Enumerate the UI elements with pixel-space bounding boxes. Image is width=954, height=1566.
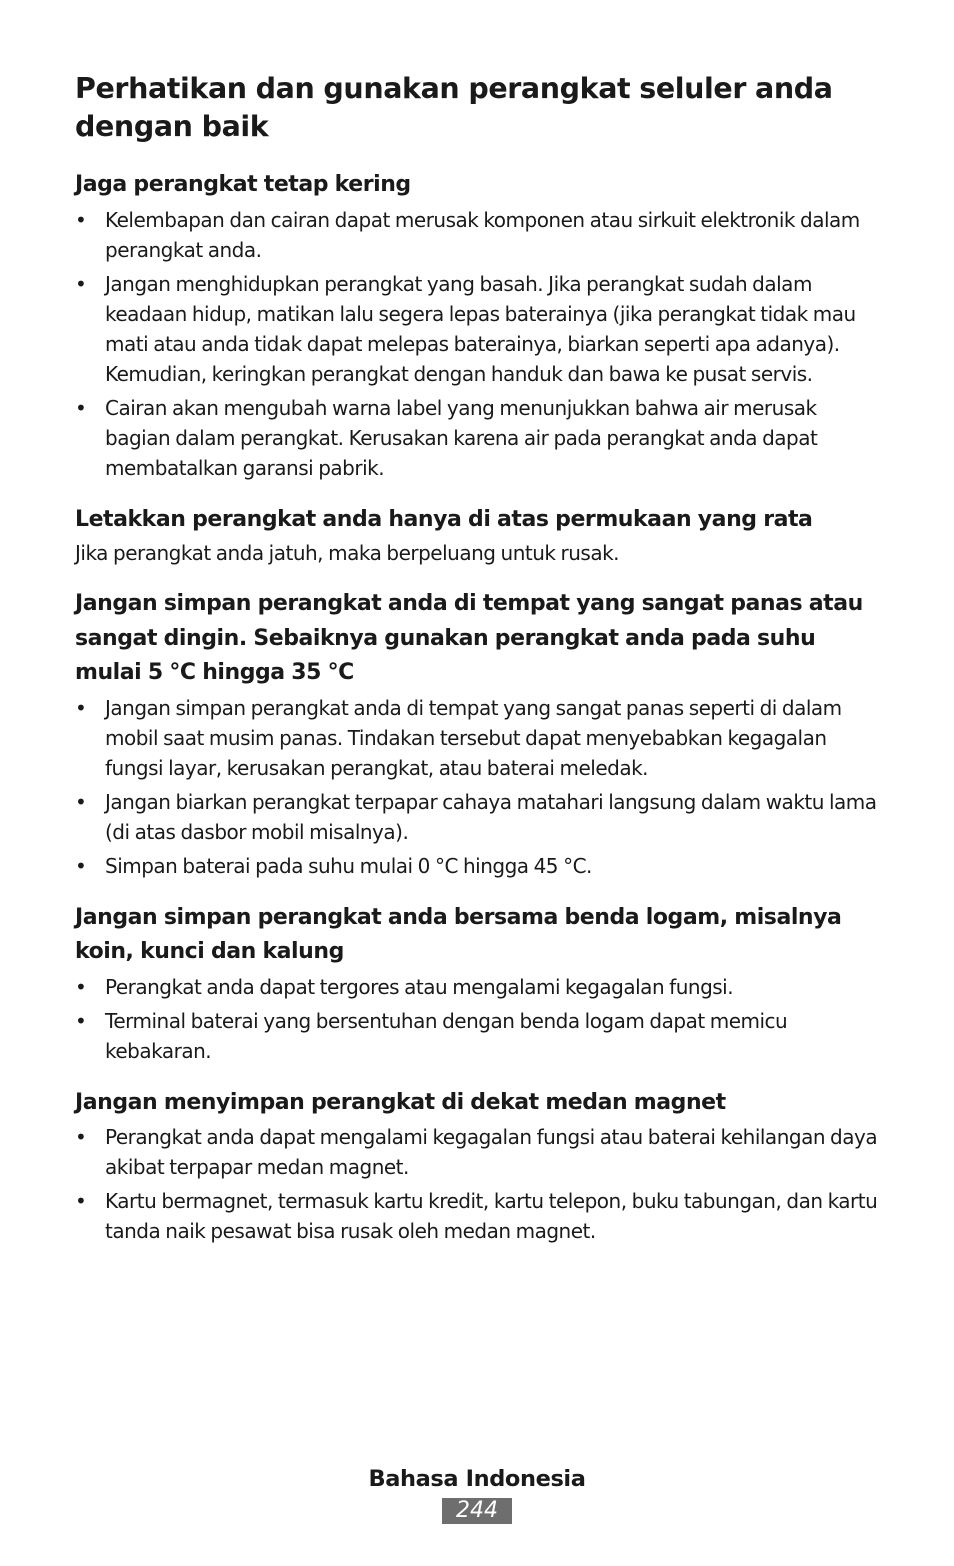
- section-metal-objects: [75, 901, 885, 1066]
- list-item-text: Kartu bermagnet, termasuk kartu kredit, kartu telepon, buku tabungan, dan kartu tanda naik pesawat bisa rusak oleh medan magnet.: [105, 1189, 878, 1243]
- list-item-text: Simpan baterai pada suhu mulai 0 °C hingga 45 °C.: [105, 853, 592, 878]
- list-item-text: Jangan simpan perangkat anda di tempat yang sangat panas seperti di dalam mobil saat musim panas. Tindakan tersebut dapat menyebabkan kegagalan fungsi layar, kerusakan perangkat, atau baterai meledak.: [105, 695, 842, 780]
- section-paragraph: Jika perangkat anda jatuh, maka berpeluang untuk rusak.: [75, 541, 620, 565]
- bullet-list: [75, 693, 885, 881]
- list-item: [75, 787, 885, 847]
- list-item: [75, 972, 885, 1002]
- list-item-text: Terminal baterai yang bersentuhan dengan benda logam dapat memicu kebakaran.: [105, 1008, 788, 1063]
- section-magnetic-fields: [75, 1086, 885, 1247]
- document-page: [75, 70, 885, 1266]
- bullet-icon: •: [75, 974, 87, 999]
- list-item: [75, 393, 885, 483]
- list-item: [75, 1006, 885, 1066]
- bullet-icon: •: [75, 271, 87, 296]
- bullet-icon: •: [75, 695, 87, 720]
- bullet-icon: •: [75, 207, 87, 232]
- section-heading: Jangan simpan perangkat anda bersama benda logam, misalnya koin, kunci dan kalung: [75, 904, 842, 964]
- section-keep-dry: [75, 168, 885, 483]
- list-item: [75, 1186, 885, 1246]
- section-heading: Jangan simpan perangkat anda di tempat yang sangat panas atau sangat dingin. Sebaiknya gunakan perangkat anda pada suhu mulai 5 °C hingga 35 °C: [75, 591, 863, 685]
- section-heading: Jaga perangkat tetap kering: [75, 172, 411, 197]
- section-heading: Jangan menyimpan perangkat di dekat medan magnet: [75, 1089, 726, 1115]
- bullet-list: [75, 205, 885, 483]
- list-item-text: Kelembapan dan cairan dapat merusak komponen atau sirkuit elektronik dalam perangkat anda.: [105, 207, 860, 262]
- list-item: [75, 1122, 885, 1182]
- bullet-icon: •: [75, 789, 87, 814]
- list-item-text: Cairan akan mengubah warna label yang menunjukkan bahwa air merusak bagian dalam perangkat. Kerusakan karena air pada perangkat anda dapat membatalkan garansi pabrik.: [105, 395, 818, 480]
- list-item-text: Perangkat anda dapat tergores atau mengalami kegagalan fungsi.: [105, 974, 734, 999]
- page-title: Perhatikan dan gunakan perangkat seluler anda dengan baik: [75, 72, 833, 143]
- list-item-text: Perangkat anda dapat mengalami kegagalan fungsi atau baterai kehilangan daya akibat terpapar medan magnet.: [105, 1125, 878, 1179]
- bullet-icon: •: [75, 1008, 87, 1033]
- bullet-icon: •: [75, 853, 87, 878]
- bullet-list: [75, 972, 885, 1066]
- bullet-icon: •: [75, 1125, 87, 1149]
- list-item-text: Jangan biarkan perangkat terpapar cahaya matahari langsung dalam waktu lama (di atas dasbor mobil misalnya).: [105, 789, 877, 844]
- list-item: [75, 269, 885, 389]
- list-item: [75, 693, 885, 783]
- page-footer: [0, 1462, 954, 1524]
- bullet-icon: •: [75, 395, 87, 420]
- list-item: [75, 851, 885, 881]
- list-item-text: Jangan menghidupkan perangkat yang basah. Jika perangkat sudah dalam keadaan hidup, matikan lalu segera lepas baterainya (jika perangkat tidak mau mati atau anda tidak dapat melepas baterainya, biarkan seperti apa adanya). Kemudian, keringkan perangkat dengan handuk dan bawa ke pusat servis.: [105, 271, 856, 386]
- page-number: 244: [442, 1498, 512, 1524]
- bullet-list: [75, 1122, 885, 1246]
- section-temperature: [75, 587, 885, 881]
- list-item: [75, 205, 885, 265]
- bullet-icon: •: [75, 1189, 87, 1213]
- section-flat-surface: [75, 503, 885, 569]
- section-heading: Letakkan perangkat anda hanya di atas permukaan yang rata: [75, 506, 813, 532]
- footer-language: Bahasa Indonesia: [368, 1466, 586, 1492]
